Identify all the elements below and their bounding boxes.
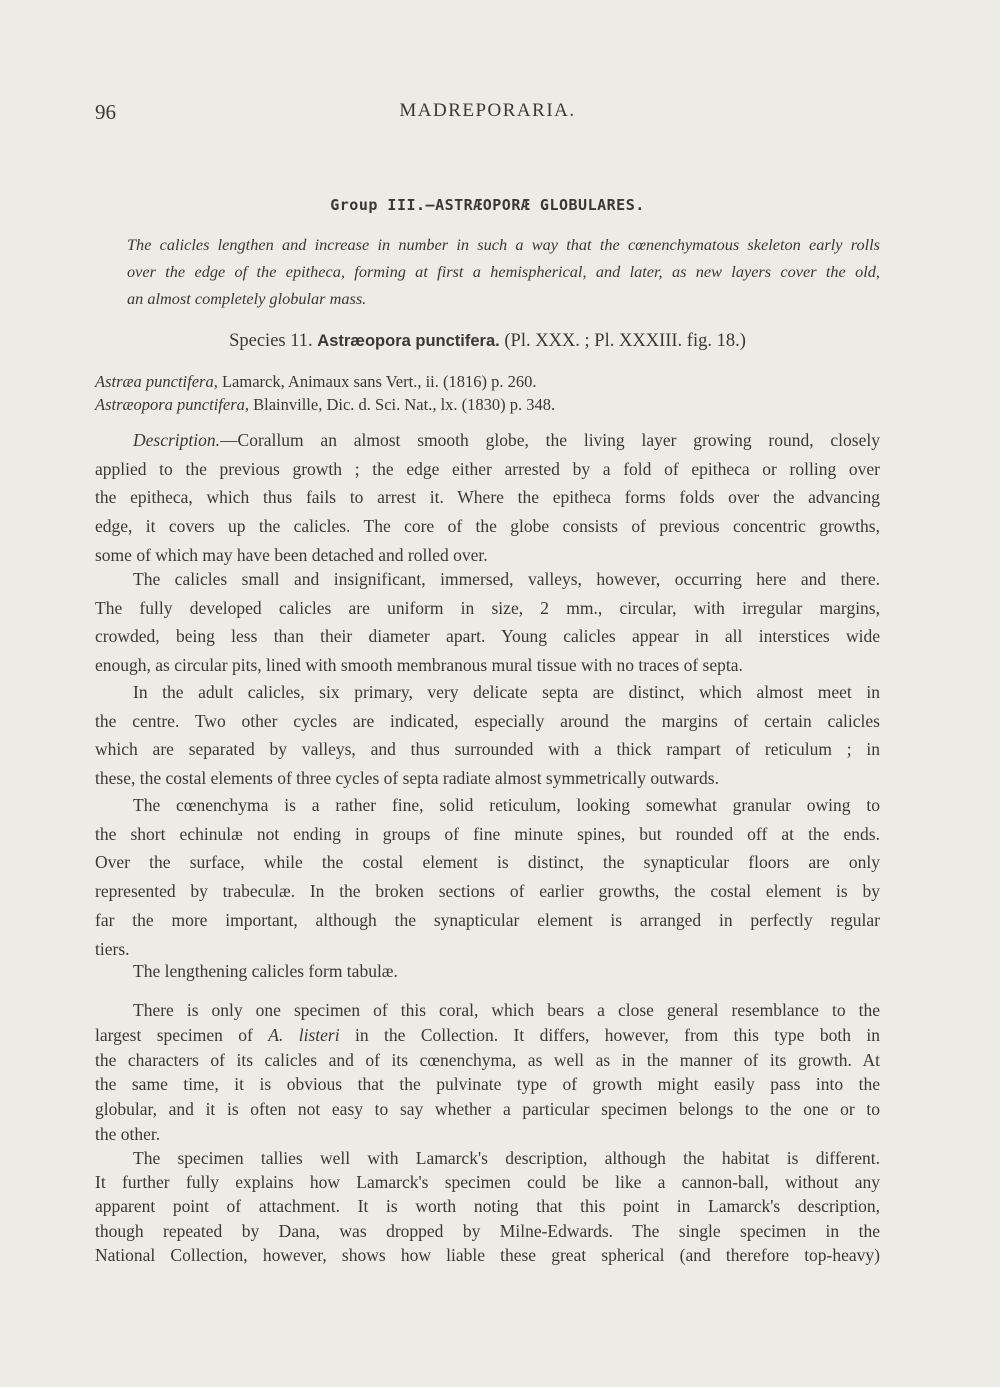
synonymy: [95, 370, 880, 416]
paragraph-line: largest specimen of A. listeri in the Collection. It differs, however, from this type both in: [95, 1024, 880, 1045]
tally-paragraph: [95, 1146, 880, 1267]
paragraph-line: The cœnenchyma is a rather fine, solid reticulum, looking somewhat granular owing to: [133, 795, 880, 815]
group-description-line: The calicles lengthen and increase in number in such a way that the cœnenchymatous skeleton early rolls: [127, 235, 880, 254]
synonym-reference: , Lamarck, Animaux sans Vert., ii. (1816) p. 260.: [213, 372, 537, 391]
paragraph-line: the characters of its calicles and of its cœnenchyma, as well as in the manner of its growth. At: [95, 1049, 880, 1070]
paragraph-line: Description.—Corallum an almost smooth globe, the living layer growing round, closely: [133, 430, 880, 450]
page-number: 96: [95, 100, 116, 124]
paragraph-line: In the adult calicles, six primary, very delicate septa are distinct, which almost meet in: [133, 682, 880, 702]
tabulae-paragraph: [95, 957, 880, 986]
paragraph-line: the centre. Two other cycles are indicated, especially around the margins of certain calicles: [95, 710, 880, 731]
paragraph-line: edge, it covers up the calicles. The core of the globe consists of previous concentric growths,: [95, 516, 880, 537]
species-number: Species 11.: [229, 331, 313, 351]
synonym-entry: [95, 393, 880, 416]
species-heading: [95, 331, 880, 352]
synonym-name: Astræa punctifera: [95, 372, 214, 391]
species-name: Astræopora punctifera.: [317, 332, 500, 350]
paragraph-line: some of which may have been detached and rolled over.: [95, 544, 488, 565]
group-description-line: an almost completely globular mass.: [127, 289, 367, 308]
paragraph-line: these, the costal elements of three cycles of septa radiate almost symmetrically outwards.: [95, 768, 719, 789]
paragraph-line: It further fully explains how Lamarck's specimen could be like a cannon-ball, without any: [95, 1172, 880, 1193]
paragraph-line: the same time, it is obvious that the pulvinate type of growth might easily pass into the: [95, 1074, 880, 1095]
group-description-line: over the edge of the epitheca, forming at first a hemispherical, and later, as new layers cover the old,: [127, 262, 880, 281]
paragraph-line: The specimen tallies well with Lamarck's description, although the habitat is different.: [133, 1148, 880, 1168]
paragraph-line: The calicles small and insignificant, immersed, valleys, however, occurring here and there.: [133, 569, 880, 589]
adult-calicles-paragraph: [95, 678, 880, 793]
paragraph-line: enough, as circular pits, lined with smooth membranous mural tissue with no traces of septa.: [95, 655, 743, 676]
group-description: [95, 231, 880, 312]
paragraph-line: globular, and it is often not easy to say whether a particular specimen belongs to the one or to: [95, 1099, 880, 1120]
running-title: MADREPORARIA.: [399, 100, 576, 121]
paragraph-line: tiers.: [95, 938, 130, 959]
running-header: [95, 100, 880, 130]
specimen-paragraph: [95, 998, 880, 1147]
species-plates: (Pl. XXX. ; Pl. XXXIII. fig. 18.): [504, 331, 746, 351]
paragraph-line: far the more important, although the synapticular element is arranged in perfectly regular: [95, 909, 880, 930]
paragraph-line: applied to the previous growth ; the edge either arrested by a fold of epitheca or rolling over: [95, 458, 880, 479]
paragraph-line: represented by trabeculæ. In the broken sections of earlier growths, the costal element is by: [95, 881, 880, 902]
paragraph-line: the epitheca, which thus fails to arrest it. Where the epitheca forms folds over the advancing: [95, 487, 880, 508]
paragraph-line: the short echinulæ not ending in groups of fine minute spines, but rounded off at the ends.: [95, 823, 880, 844]
synonym-entry: [95, 370, 880, 393]
paragraph-line: National Collection, however, shows how liable these great spherical (and therefore top-heavy): [95, 1244, 880, 1265]
paragraph-line: the other.: [95, 1123, 161, 1144]
description-paragraph: [95, 426, 880, 570]
description-label: Description.: [133, 430, 221, 450]
paragraph-line: The fully developed calicles are uniform in size, 2 mm., circular, with irregular margins,: [95, 597, 880, 618]
group-heading: Group III.—ASTRÆOPORÆ GLOBULARES.: [330, 196, 645, 214]
paragraph-line: which are separated by valleys, and thus surrounded with a thick rampart of reticulum ; in: [95, 739, 880, 760]
paragraph-line: crowded, being less than their diameter apart. Young calicles appear in all interstices wide: [95, 626, 880, 647]
paragraph-line: apparent point of attachment. It is worth noting that this point in Lamarck's description,: [95, 1196, 880, 1217]
paragraph-line: There is only one specimen of this coral, which bears a close general resemblance to the: [133, 1000, 880, 1020]
paragraph-line: The lengthening calicles form tabulæ.: [133, 961, 398, 981]
synonym-reference: , Blainville, Dic. d. Sci. Nat., lx. (1830) p. 348.: [244, 395, 556, 414]
coenenchyma-paragraph: [95, 791, 880, 963]
paragraph-line: though repeated by Dana, was dropped by Milne-Edwards. The single specimen in the: [95, 1220, 880, 1241]
species-reference: A. listeri: [268, 1024, 340, 1045]
paragraph-line: Over the surface, while the costal element is distinct, the synapticular floors are only: [95, 852, 880, 873]
calicles-paragraph: [95, 565, 880, 680]
synonym-name: Astræopora punctifera: [95, 395, 245, 414]
